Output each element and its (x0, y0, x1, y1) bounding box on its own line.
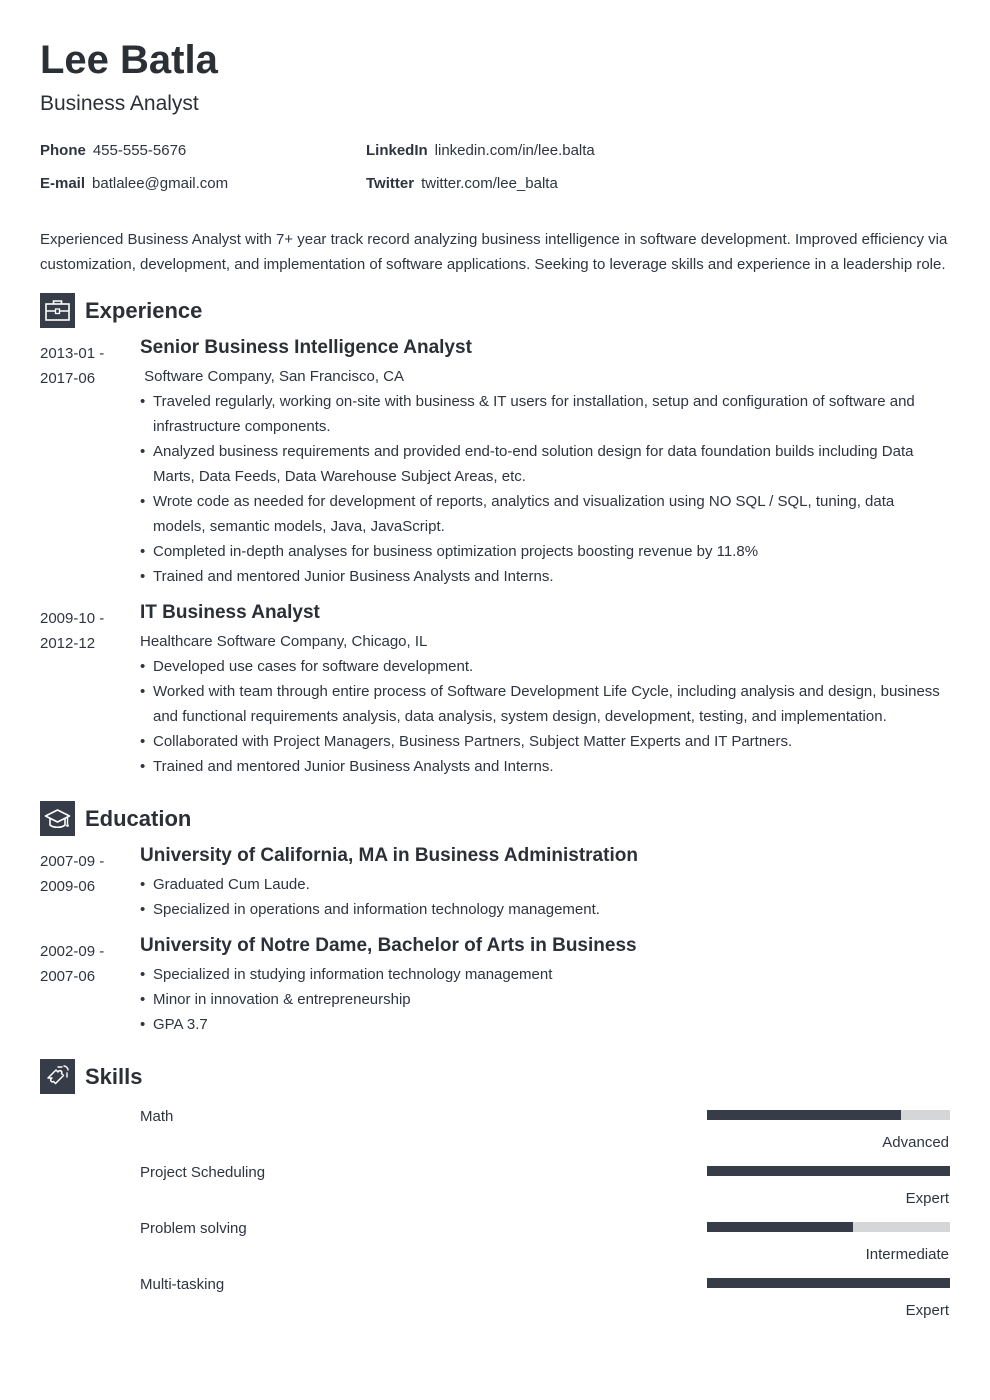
experience-dates (40, 341, 130, 391)
skill-name: Problem solving (140, 1220, 247, 1237)
skill-name: Project Scheduling (140, 1164, 266, 1181)
skill-level-label: Advanced (882, 1134, 949, 1151)
bullet-item: • Completed in-depth analyses for business optimization projects boosting revenue by 11.8% (140, 539, 950, 564)
education-bullets (140, 962, 950, 1037)
education-title: University of Notre Dame, Bachelor of Arts in Business (140, 935, 637, 956)
experience-title: Senior Business Intelligence Analyst (140, 337, 472, 358)
skill-level-label: Expert (905, 1302, 949, 1319)
bullet-item: • Worked with team through entire process of Software Development Life Cycle, including analysis and design, business and functional requirements analysis, data analysis, system design, development, testing, and implementation. (140, 679, 950, 729)
bullet-item: • Graduated Cum Laude. (140, 872, 950, 897)
skill-level-bar (707, 1110, 950, 1120)
experience-section-header (40, 293, 202, 328)
graduation-cap-icon (40, 801, 75, 836)
bullet-item: • Minor in innovation & entrepreneurship (140, 987, 950, 1012)
experience-bullets (140, 654, 950, 779)
date-start: 2013-01 - (40, 345, 105, 362)
bullet-item: • Traveled regularly, working on-site with business & IT users for installation, setup and configuration of software and infrastructure components. (140, 389, 950, 439)
contact-twitter-label: Twitter (366, 175, 415, 192)
bullet-item: • Developed use cases for software development. (140, 654, 950, 679)
experience-title: IT Business Analyst (140, 602, 320, 623)
summary: Experienced Business Analyst with 7+ year track record analyzing business intelligence in software development. Improved efficiency via customization, development, and implementation of software applications. Seeking to leverage skills and experience in a leadership role. (40, 231, 948, 273)
education-dates (40, 849, 130, 899)
education-body (140, 933, 950, 1037)
experience-company: Software Company, San Francisco, CA (140, 368, 404, 385)
experience-body (140, 335, 950, 589)
contact-phone-value: 455-555-5676 (92, 142, 187, 159)
date-start: 2009-10 - (40, 610, 105, 627)
bullet-item: • Analyzed business requirements and provided end-to-end solution design for data foundation builds including Data Marts, Data Feeds, Data Warehouse Subject Areas, etc. (140, 439, 950, 489)
contact-email (40, 174, 228, 194)
skills-section-header (40, 1059, 142, 1094)
skill-level-fill (707, 1278, 950, 1288)
education-body (140, 843, 950, 922)
briefcase-icon (40, 293, 75, 328)
job-title: Business Analyst (40, 92, 199, 115)
bullet-item: • Collaborated with Project Managers, Business Partners, Subject Matter Experts and IT Partners. (140, 729, 950, 754)
puzzle-icon (40, 1059, 75, 1094)
contact-phone (40, 141, 186, 161)
experience-section-title: Experience (85, 297, 203, 323)
education-section-title: Education (85, 805, 192, 831)
contact-linkedin-label: LinkedIn (366, 142, 428, 159)
experience-bullets (140, 389, 950, 589)
contact-linkedin-value: linkedin.com/in/lee.balta (434, 142, 595, 159)
contact-linkedin (366, 141, 595, 161)
skill-name: Math (140, 1108, 174, 1125)
skill-level-bar (707, 1278, 950, 1288)
bullet-item: • Wrote code as needed for development of reports, analytics and visualization using NO SQL / SQL, tuning, data models, semantic models, Java, JavaScript. (140, 489, 950, 539)
date-end: 2012-12 (40, 635, 96, 652)
candidate-name: Lee Batla (40, 38, 218, 82)
bullet-item: • Trained and mentored Junior Business Analysts and Interns. (140, 564, 950, 589)
date-end: 2009-06 (40, 878, 96, 895)
date-end: 2017-06 (40, 370, 96, 387)
date-start: 2007-09 - (40, 853, 105, 870)
contact-email-value: batlalee@gmail.com (92, 175, 229, 192)
skill-level-bar (707, 1222, 950, 1232)
skill-level-bar (707, 1166, 950, 1176)
date-start: 2002-09 - (40, 943, 105, 960)
skill-level-label: Expert (905, 1190, 949, 1207)
education-bullets (140, 872, 950, 922)
skill-level-fill (707, 1222, 853, 1232)
contact-email-label: E-mail (40, 175, 86, 192)
contact-phone-label: Phone (40, 142, 86, 159)
experience-body (140, 600, 950, 779)
bullet-item: • Specialized in operations and information technology management. (140, 897, 950, 922)
skills-section-title: Skills (85, 1063, 143, 1089)
education-title: University of California, MA in Business Administration (140, 845, 638, 866)
experience-company: Healthcare Software Company, Chicago, IL (140, 633, 428, 650)
date-end: 2007-06 (40, 968, 96, 985)
skill-level-fill (707, 1110, 901, 1120)
skill-level-fill (707, 1166, 950, 1176)
bullet-item: • GPA 3.7 (140, 1012, 950, 1037)
education-dates (40, 939, 130, 989)
contact-twitter-value: twitter.com/lee_balta (421, 175, 558, 192)
education-section-header (40, 801, 191, 836)
bullet-item: • Trained and mentored Junior Business Analysts and Interns. (140, 754, 950, 779)
experience-dates (40, 606, 130, 656)
skill-name: Multi-tasking (140, 1276, 225, 1293)
skill-level-label: Intermediate (865, 1246, 949, 1263)
bullet-item: • Specialized in studying information technology management (140, 962, 950, 987)
contact-twitter (366, 174, 558, 194)
